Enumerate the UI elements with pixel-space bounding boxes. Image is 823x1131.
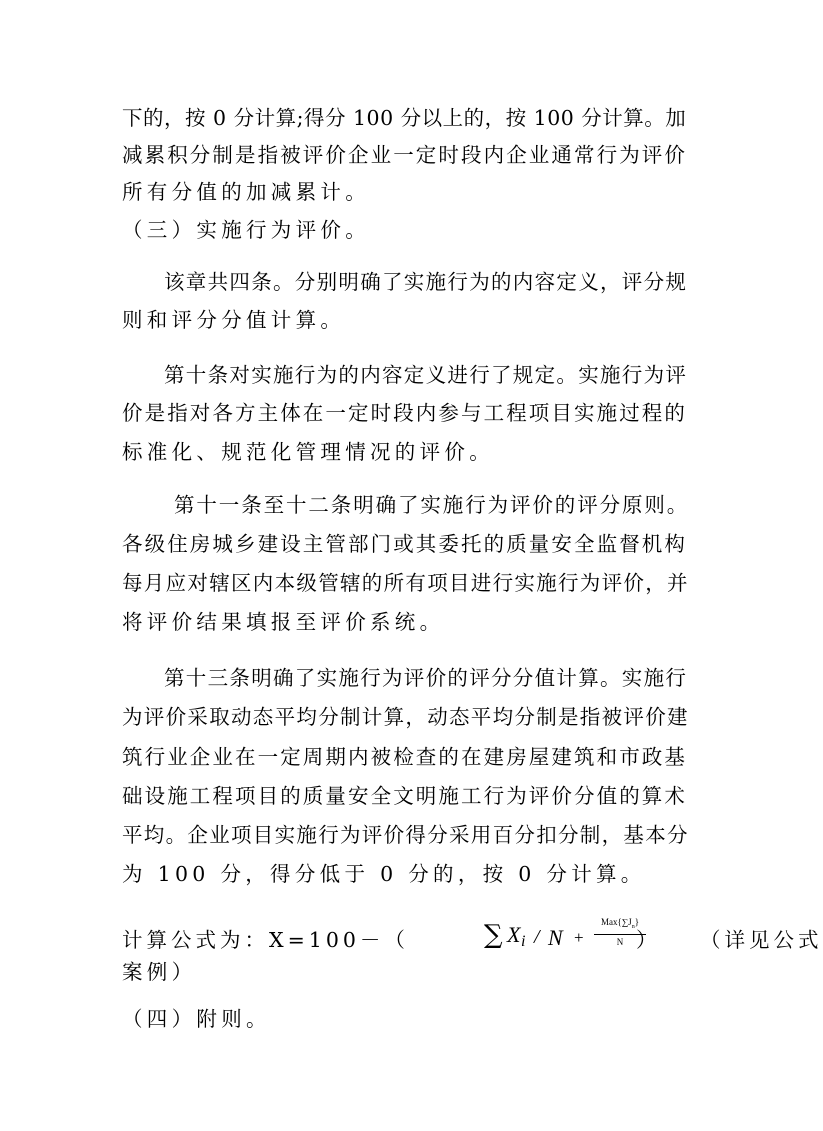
text-line-3: 所有分值的加减累计。 bbox=[122, 180, 370, 204]
formula-slash: / bbox=[534, 926, 540, 948]
formula-label: 计算公式为：X=100－（ bbox=[122, 928, 409, 952]
text-line-12: 每月应对辖区内本级管辖的所有项目进行实施行为评价，并 bbox=[122, 571, 689, 595]
formula-x: X bbox=[507, 922, 521, 947]
text-line-2: 减累积分制是指被评价企业一定时段内企业通常行为评价 bbox=[122, 143, 687, 167]
text-line-16: 筑行业企业在一定周期内被检查的在建房屋建筑和市政基 bbox=[122, 745, 687, 769]
formula-n: N bbox=[548, 925, 563, 950]
formula-plus: + bbox=[574, 928, 584, 947]
text-line-11: 各级住房城乡建设主管部门或其委托的质量安全监督机构 bbox=[122, 532, 687, 556]
formula-see-note: （详见公式 bbox=[700, 928, 823, 952]
text-line-5: 该章共四条。分别明确了实施行为的内容定义，评分规 bbox=[164, 270, 688, 294]
text-line-6: 则和评分分值计算。 bbox=[122, 308, 346, 332]
sigma-symbol: ∑ bbox=[484, 920, 503, 950]
text-line-1: 下的，按 0 分计算;得分 100 分以上的，按 100 分计算。加 bbox=[122, 106, 687, 130]
text-line-15: 为评价采取动态平均分制计算，动态平均分制是指被评价建 bbox=[122, 705, 689, 729]
text-line-14: 第十三条明确了实施行为评价的评分分值计算。实施行 bbox=[164, 666, 688, 690]
text-line-9: 标准化、规范化管理情况的评价。 bbox=[122, 440, 494, 464]
formula-row bbox=[122, 916, 823, 956]
text-line-17: 础设施工程项目的质量安全文明施工行为评价分值的算术 bbox=[122, 784, 687, 808]
section-heading-3: （三）实施行为评价。 bbox=[122, 218, 370, 242]
text-line-7: 第十条对实施行为的内容定义进行了规定。实施行为评 bbox=[164, 363, 688, 387]
section-heading-4: （四）附则。 bbox=[122, 1007, 271, 1031]
text-line-8: 价是指对各方主体在一定时段内参与工程项目实施过程的 bbox=[122, 401, 687, 425]
fraction-denominator: N bbox=[616, 936, 624, 947]
text-line-19: 为 100 分，得分低于 0 分的，按 0 分计算。 bbox=[122, 862, 646, 886]
text-line-10: 第十一条至十二条明确了实施行为评价的评分原则。 bbox=[174, 493, 690, 517]
text-line-18: 平均。企业项目实施行为评价得分采用百分扣分制，基本分 bbox=[122, 823, 689, 847]
formula-subscript-i: i bbox=[521, 933, 526, 950]
text-line-case: 案例） bbox=[122, 960, 197, 984]
fraction-numerator: $Max\{\sum J_n\}$ bbox=[600, 917, 640, 930]
text-line-13: 将评价结果填报至评价系统。 bbox=[122, 610, 445, 634]
formula-right-paren: ） bbox=[636, 928, 657, 952]
